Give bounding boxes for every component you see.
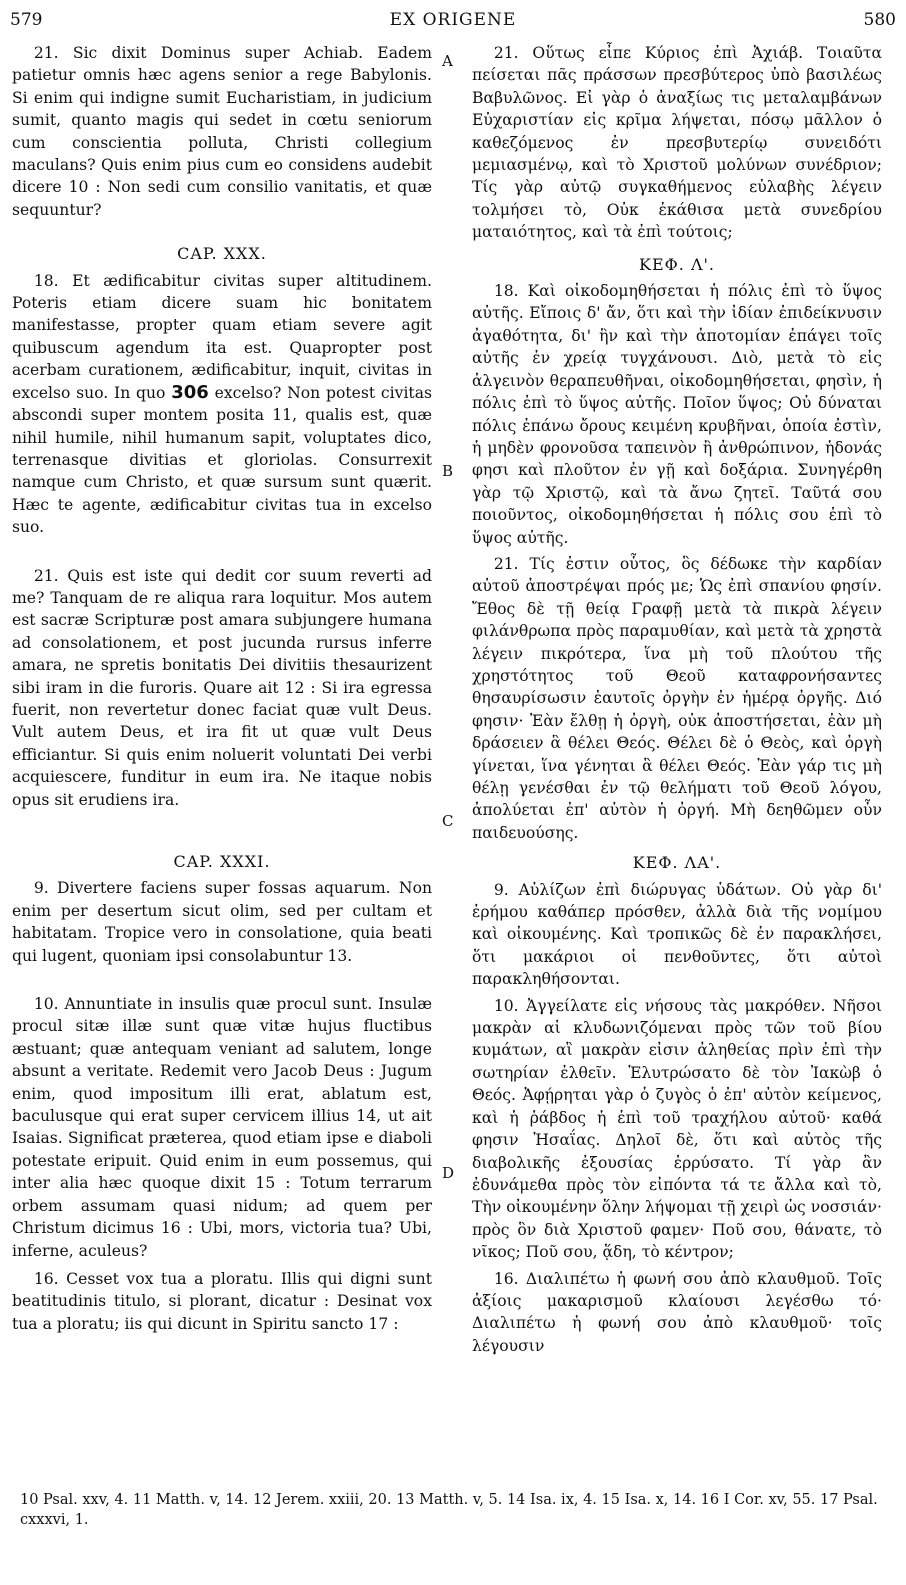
footnotes: 10 Psal. xxv, 4. 11 Matth. v, 14. 12 Jerem. xxiii, 20. 13 Matth. v, 5. 14 Isa. ix, 4. 15 Isa. x, 14. 16 I Cor. xv, 55. 17 Psal. cxxxvi, 1. xyxy=(20,1492,878,1528)
greek-verse-9: 9. Αὐλίζων ἐπὶ διώρυγας ὑδάτων. Οὐ γὰρ δι' ἐρήμου καθάπερ πρόσθεν, ἀλλὰ διὰ τῆς νομίμου καὶ οἰκουμένης. Καὶ τροπικῶς δὲ ἐν παρακλήσει, ὅτι μακάριοι οἱ πενθοῦντες, ὅτι αὐτοὶ παρακληθήσονται. xyxy=(472,880,882,989)
latin-column xyxy=(12,42,432,1335)
greek-chapter-30: ΚΕΦ. Λ'. xyxy=(639,254,715,274)
greek-verse-18: 18. Καὶ οἰκοδομηθήσεται ἡ πόλις ἐπὶ τὸ ὕψος αὐτῆς. Εἴποις δ' ἄν, ὅτι καὶ τὴν ἰδίαν ἐπιδείκνυσιν ἀγαθότητα, δι' ἣν καὶ τὴν ἀποτομίαν ἐπάγει τοῖς αὐτῆς ἐν χρείᾳ τυγχάνουσι. Διὸ, μετὰ τὸ εἰς ἀλγεινὸν θεραπευθῆναι, οἰκοδομηθήσεται, φησὶν, ἡ πόλις ἐπὶ τὸ ὕψος αὐτῆς. Ποῖον ὕψος; Οὐ δύναται πόλις ἐπάνω ὄρους κειμένη κρυβῆναι, ὁποία ἐστὶν, ἡ μηδὲν φρονοῦσα ταπεινὸν ἢ ἀνθρώπινον, ἡδονάς φησι καὶ πλοῦτον ἐν γῇ καὶ δοξάρια. Συνηγέρθη γὰρ τῷ Χριστῷ, καὶ τὰ ἄνω ζητεῖ. Ταῦτά σου ποιοῦντος, οἰκοδομηθήσεται ἡ πόλις σου ἐπὶ τὸ ὕψος αὐτῆς. xyxy=(472,282,882,547)
greek-verse-21a: 21. Οὕτως εἶπε Κύριος ἐπὶ Ἀχιάβ. Τοιαῦτα πείσεται πᾶς πράσσων πρεσβύτερος ὑπὸ βασιλέως Βαβυλῶνος. Εἰ γὰρ ὁ ἀναξίως τις μεταλαμβάνων Εὐχαριστίαν εἰς κρῖμα λήψεται, πόσῳ μᾶλλον ὁ καθεζόμενος ἐν πρεσβυτερίῳ συνειδότι μεμιασμένῳ, καὶ τὸ Χριστοῦ μολύνων συνέδριον; Τίς γὰρ αὐτῷ συγκαθήμενος εὐλαβὴς λέγειν τολμήσει τὸ, Οὐκ ἐκάθισα μετὰ συνεδρίου ματαιότητος, καὶ τὰ ἐπὶ τούτοις; xyxy=(472,44,882,242)
margin-letter-d: D xyxy=(442,1164,455,1182)
page-header xyxy=(0,10,906,38)
margin-letter-a: A xyxy=(442,52,453,70)
latin-verse-10: 10. Annuntiate in insulis quæ procul sunt. Insulæ procul sitæ illæ sunt quæ vitæ hujus fluctibus æstuant; quæ antequam veniant ad salutem, longe absunt a veritate. Redemit vero Jacob Deus : Jugum enim, quod impositum illi erat, ablatum est, baculusque qui erat super cervicem illius 14, ut ait Isaias. Significat præterea, quod etiam ipse e diaboli potestate eripuit. Quid enim in eum possemus, qui inter alia hæc quoque dixit 15 : Totum terrarum orbem assumam quasi nidum; ad quem per Christum dicimus 16 : Ubi, mors, victoria tua? Ubi, inferne, aculeus? xyxy=(12,995,432,1260)
latin-verse-21b: 21. Quis est iste qui dedit cor suum reverti ad me? Tanquam de re aliqua rara loquitur. Mos autem est sacræ Scripturæ post amara subjungere humana ad consolationem, et post jucunda rursus inferre amara, ne spretis bonitatis Dei divitiis thesaurizent sibi iram in die furoris. Quare ait 12 : Si ira egressa fuerit, non revertetur donec faciat quæ vult Deus. Vult autem Deus, et ira fit ut quæ vult Deus efficiantur. Si quis enim noluerit voluntati Dei verbi acquiescere, funditur in eum ira. Ne itaque nobis opus sit erudiens ira. xyxy=(12,566,432,809)
running-title: EX ORIGENE xyxy=(389,10,517,30)
greek-verse-21b: 21. Τίς ἐστιν οὗτος, ὃς δέδωκε τὴν καρδίαν αὐτοῦ ἀποστρέψαι πρός με; Ὡς ἐπὶ σπανίου φησίν. Ἔθος δὲ τῇ θείᾳ Γραφῇ μετὰ τὰ πικρὰ λέγειν φιλάνθρωπα πρὸς παραμυθίαν, καὶ μετὰ τὰ χρηστὰ λέγειν πικρότερα, ἵνα μὴ τοῦ πλούτου τῆς χρηστότητος τοῦ Θεοῦ καταφρονήσαντες θησαυρίσωσιν ἑαυτοῖς ὀργὴν ἐν ἡμέρᾳ ὀργῆς. Διό φησιν· Ἐὰν ἔλθῃ ἡ ὀργὴ, οὐκ ἀποστήσεται, ἐὰν μὴ δράσειεν ἃ θέλει Θεός. Θέλει δὲ ὁ Θεὸς, καὶ ὀργὴ γίνεται, ἵνα γένηται ἃ θέλει Θεός. Ἐὰν γάρ τις μὴ θέλῃ γενέσθαι ἐν τῷ θελήματι τοῦ Θεοῦ λόγου, ἀπολύεται ἐπ' αὐτὸν ἡ ὀργή. Μὴ δεηθῶμεν οὖν παιδευούσης. xyxy=(472,554,882,842)
greek-chapter-31: ΚΕΦ. ΛΑ'. xyxy=(632,853,722,873)
margin-letter-c: C xyxy=(442,812,454,830)
column-number-badge: 306 xyxy=(171,381,209,403)
greek-column xyxy=(472,42,882,1357)
latin-verse-21a: 21. Sic dixit Dominus super Achiab. Eadem patietur omnis hæc agens senior a rege Babylonis. Si enim qui indigne sumit Eucharistiam, in judicium sumit, quanto magis qui sedet in cœtu seniorum cum conscientia polluta, Christi collegium maculans? Quis enim pius cum eo considens audebit dicere 10 : Non sedi cum consilio vanitatis, et quæ sequuntur? xyxy=(12,44,432,219)
greek-verse-10: 10. Ἀγγείλατε εἰς νήσους τὰς μακρόθεν. Νῆσοι μακρὰν αἱ κλυδωνιζόμεναι πρὸς τῶν τοῦ βίου κυμάτων, αἳ μακρὰν εἰσιν ἀληθείας πρὶν ἐπὶ τὴν σωτηρίαν ἐλθεῖν. Ἐλυτρώσατο δὲ τὸν Ἰακὼβ ὁ Θεός. Ἀφῄρηται γὰρ ὁ ζυγὸς ὁ ἐπ' αὐτὸν κείμενος, καὶ ἡ ῥάβδος ἡ ἐπὶ τοῦ τραχήλου αὐτοῦ· καθά φησιν Ἠσαΐας. Δηλοῖ δὲ, ὅτι καὶ αὐτὸς τῆς διαβολικῆς ἐξουσίας ἐρρύσατο. Τί γὰρ ἂν ἐδυνάμεθα πρὸς τὸν εἰπόντα τά τε ἄλλα καὶ τὸ, Τὴν οἰκουμένην ὅλην λήψομαι τῇ χειρὶ ὡς νοσσιάν· πρὸς ὃν διὰ Χριστοῦ φαμεν· Ποῦ σου, θάνατε, τὸ νῖκος; Ποῦ σου, ᾅδη, τὸ κέντρον; xyxy=(472,996,882,1262)
page-number-left: 579 xyxy=(10,10,43,30)
page-number-right: 580 xyxy=(863,10,896,30)
latin-verse-18: 18. Et ædificabitur civitas super altitudinem. Poteris etiam dicere suam hic bonitatem manifestasse, propter quam etiam severe agit quibuscum agendum ita est. Quapropter post acerbam curationem, ædificabitur, inquit, civitas in excelso suo. In quo 306 excelso? Non potest civitas abscondi super montem posita 11, qualis est, quæ nihil humile, nihil humanum sapit, voluptates dico, terrenasque divitias et gloriolas. Consurrexit namque cum Christo, et quæ sursum sunt quærit. Hæc te agente, ædificabitur civitas tua in excelso suo. xyxy=(12,271,432,537)
latin-verse-16: 16. Cesset vox tua a ploratu. Illis qui digni sunt beatitudinis titulo, si plorant, dicatur : Desinat vox tua a ploratu; iis qui dicunt in Spiritu sancto 17 : xyxy=(12,1269,432,1333)
latin-chapter-31: CAP. XXXI. xyxy=(173,852,271,871)
latin-chapter-30: CAP. XXX. xyxy=(177,244,267,264)
greek-verse-16: 16. Διαλιπέτω ἡ φωνή σου ἀπὸ κλαυθμοῦ. Τοῖς ἀξίοις μακαρισμοῦ κλαίουσι λεγέσθω τό· Διαλιπέτω ἡ φωνή σου ἀπὸ κλαυθμοῦ· τοῖς λέγουσιν xyxy=(472,1269,882,1355)
latin-verse-9: 9. Divertere faciens super fossas aquarum. Non enim per desertum sicut olim, sed per cultam et habitatam. Tropice vero in consolatione, quia beati qui lugent, quoniam ipsi consolabuntur 13. xyxy=(12,879,432,965)
margin-letter-b: B xyxy=(442,462,454,480)
